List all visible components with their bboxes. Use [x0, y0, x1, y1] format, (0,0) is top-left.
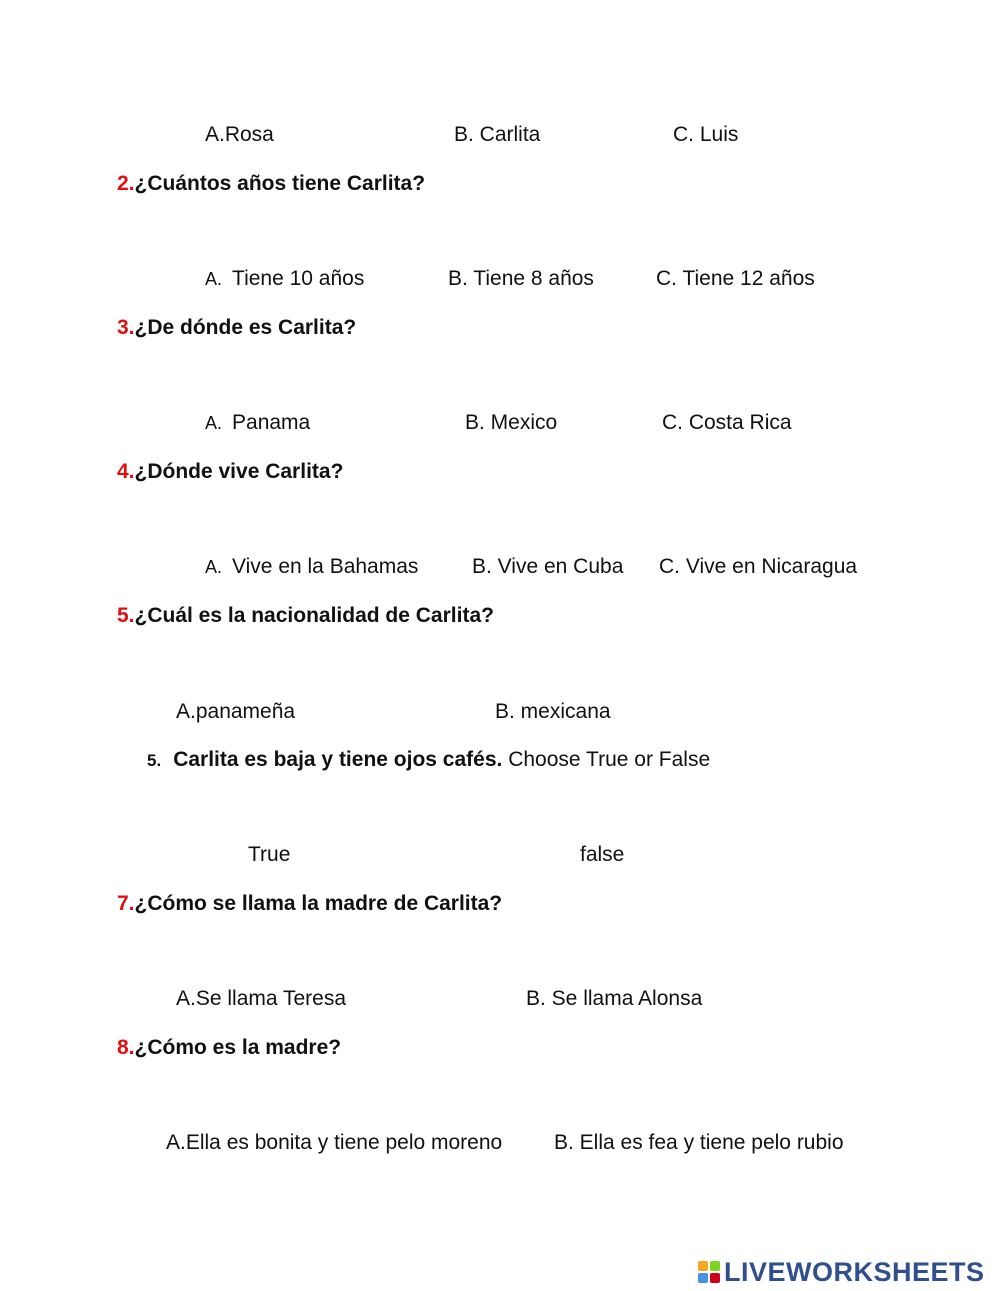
- question-7-text: ¿Cómo se llama la madre de Carlita?: [134, 892, 503, 915]
- q1-option-a[interactable]: A.Rosa: [205, 123, 274, 146]
- q3-option-b[interactable]: B. Mexico: [465, 411, 558, 434]
- q1-option-b[interactable]: B. Carlita: [454, 123, 541, 146]
- q2-option-a[interactable]: [205, 268, 364, 289]
- question-2: [117, 173, 425, 194]
- q7-option-b[interactable]: B. Se llama Alonsa: [526, 987, 703, 1010]
- question-4-number: 4.: [117, 460, 135, 483]
- q6-option-true[interactable]: True: [248, 843, 291, 866]
- q3-option-a-text: Panama: [232, 411, 311, 434]
- q3-option-a-letter: A.: [205, 413, 223, 433]
- question-8: [117, 1037, 341, 1058]
- logo-square-1: [698, 1261, 708, 1271]
- logo-square-4: [710, 1273, 720, 1283]
- liveworksheets-logo: [698, 1257, 985, 1287]
- question-3: [117, 317, 356, 338]
- q8-option-a[interactable]: A.Ella es bonita y tiene pelo moreno: [166, 1131, 503, 1154]
- q2-option-a-letter: A.: [205, 269, 223, 289]
- question-8-number: 8.: [117, 1036, 135, 1059]
- q4-option-a-text: Vive en la Bahamas: [232, 555, 419, 578]
- question-2-text: ¿Cuántos años tiene Carlita?: [134, 172, 426, 195]
- q7-option-a[interactable]: A.Se llama Teresa: [176, 987, 347, 1010]
- q4-option-a[interactable]: [205, 556, 418, 577]
- logo-mark-icon: [698, 1261, 720, 1283]
- question-6-statement: Carlita es baja y tiene ojos cafés.: [173, 748, 503, 771]
- question-6-number: 5.: [147, 751, 162, 770]
- question-6-instruction: Choose True or False: [508, 748, 711, 771]
- question-2-number: 2.: [117, 172, 135, 195]
- question-5-number: 5.: [117, 604, 135, 627]
- q2-option-c[interactable]: C. Tiene 12 años: [656, 267, 815, 290]
- question-7: [117, 893, 502, 914]
- q4-option-c[interactable]: C. Vive en Nicaragua: [659, 555, 858, 578]
- q5-option-b[interactable]: B. mexicana: [495, 700, 611, 723]
- q4-option-a-letter: A.: [205, 557, 223, 577]
- question-4-text: ¿Dónde vive Carlita?: [134, 460, 344, 483]
- question-5: [117, 605, 494, 626]
- q5-option-a[interactable]: A.panameña: [176, 700, 296, 723]
- question-3-number: 3.: [117, 316, 135, 339]
- q4-option-b[interactable]: B. Vive en Cuba: [472, 555, 624, 578]
- logo-text: LIVEWORKSHEETS: [724, 1256, 985, 1287]
- q3-option-c[interactable]: C. Costa Rica: [662, 411, 792, 434]
- q3-option-a[interactable]: [205, 412, 310, 433]
- question-8-text: ¿Cómo es la madre?: [134, 1036, 342, 1059]
- logo-square-2: [710, 1261, 720, 1271]
- question-4: [117, 461, 343, 482]
- question-5-text: ¿Cuál es la nacionalidad de Carlita?: [134, 604, 494, 627]
- question-7-number: 7.: [117, 892, 135, 915]
- q2-option-b[interactable]: B. Tiene 8 años: [448, 267, 594, 290]
- q1-option-c[interactable]: C. Luis: [673, 123, 739, 146]
- logo-square-3: [698, 1273, 708, 1283]
- q6-option-false[interactable]: false: [580, 843, 625, 866]
- q2-option-a-text: Tiene 10 años: [232, 267, 365, 290]
- question-3-text: ¿De dónde es Carlita?: [134, 316, 357, 339]
- question-6: [147, 749, 710, 770]
- q8-option-b[interactable]: B. Ella es fea y tiene pelo rubio: [554, 1131, 844, 1154]
